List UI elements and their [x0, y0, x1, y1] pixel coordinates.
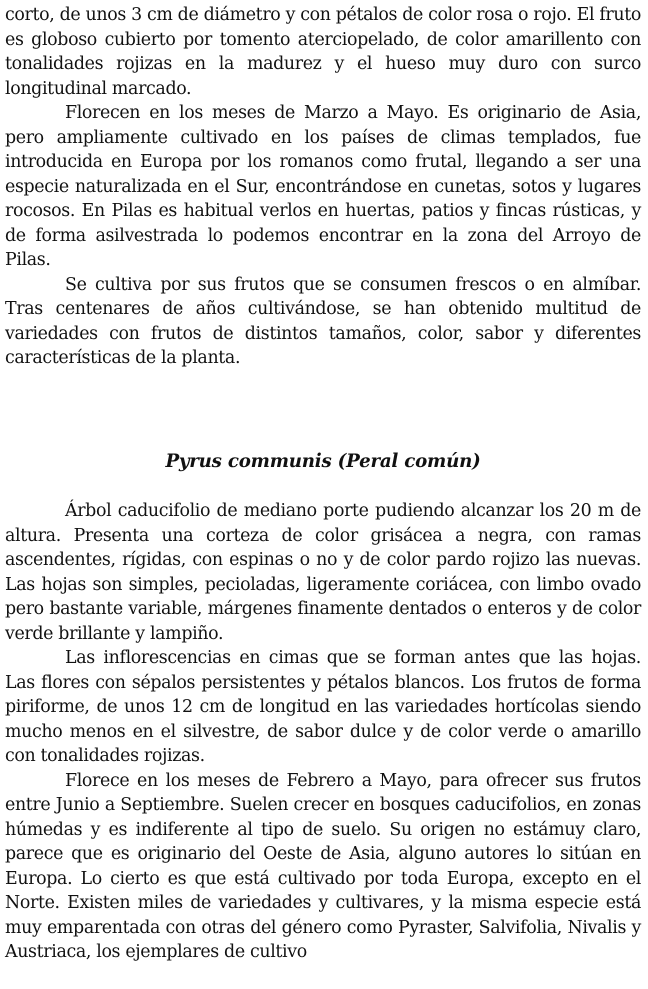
paragraph-cultivation: Se cultiva por sus frutos que se consumen frescos o en almíbar. Tras centenares de años cultivándose, se han obtenido multitud de variedades con frutos de distintos tamaños, color, sabor y diferentes características de la planta.: [5, 274, 641, 368]
paragraph-tree-description: Árbol caducifolio de mediano porte pudiendo alcanzar los 20 m de altura. Presenta una corteza de color grisácea a negra, con ramas ascendentes, rígidas, con espinas o no y de color pardo rojizo las nuevas. Las hojas son simples, pecioladas, ligeramente coriácea, con limbo ovado pero bastante variable, márgenes finamente dentados o enteros y de color verde brillante y lampiño.: [5, 501, 641, 644]
document-page: [5, 0, 641, 965]
section-title-pyrus-communis: Pyrus communis (Peral común): [165, 450, 481, 472]
paragraph-continued-description: corto, de unos 3 cm de diámetro y con pétalos de color rosa o rojo. El fruto es globoso cubierto por tomento aterciopelado, de color amarillento con tonalidades rojizas en la madurez y el hueso muy duro con surco longitudinal marcado.: [5, 5, 641, 99]
paragraph-inflorescences: Las inflorescencias en cimas que se forman antes que las hojas. Las flores con sépalos persistentes y pétalos blancos. Los frutos de forma piriforme, de unos 12 cm de longitud en las variedades hortícolas siendo mucho menos en el silvestre, de sabor dulce y de color verde o amarillo con tonalidades rojizas.: [5, 648, 641, 766]
paragraph-flowering-habitat: Florece en los meses de Febrero a Mayo, para ofrecer sus frutos entre Junio a Septiembre. Suelen crecer en bosques caducifolios, en zonas húmedas y es indiferente al tipo de suelo. Su origen no estámuy claro, parece que es originario del Oeste de Asia, alguno autores lo sitúan en Europa. Lo cierto es que está cultivado por toda Europa, excepto en el Norte. Existen miles de variedades y cultivares, y la misma especie está muy emparentada con otras del género como Pyraster, Salvifolia, Nivalis y Austriaca, los ejemplares de cultivo: [5, 770, 641, 962]
paragraph-flowering-origin: Florecen en los meses de Marzo a Mayo. Es originario de Asia, pero ampliamente cultivado en los países de climas templados, fue introducida en Europa por los romanos como frutal, llegando a ser una especie naturalizada en el Sur, encontrándose en cunetas, sotos y lugares rocosos. En Pilas es habitual verlos en huertas, patios y fincas rústicas, y de forma asilvestrada lo podemos encontrar en la zona del Arroyo de Pilas.: [5, 103, 641, 270]
